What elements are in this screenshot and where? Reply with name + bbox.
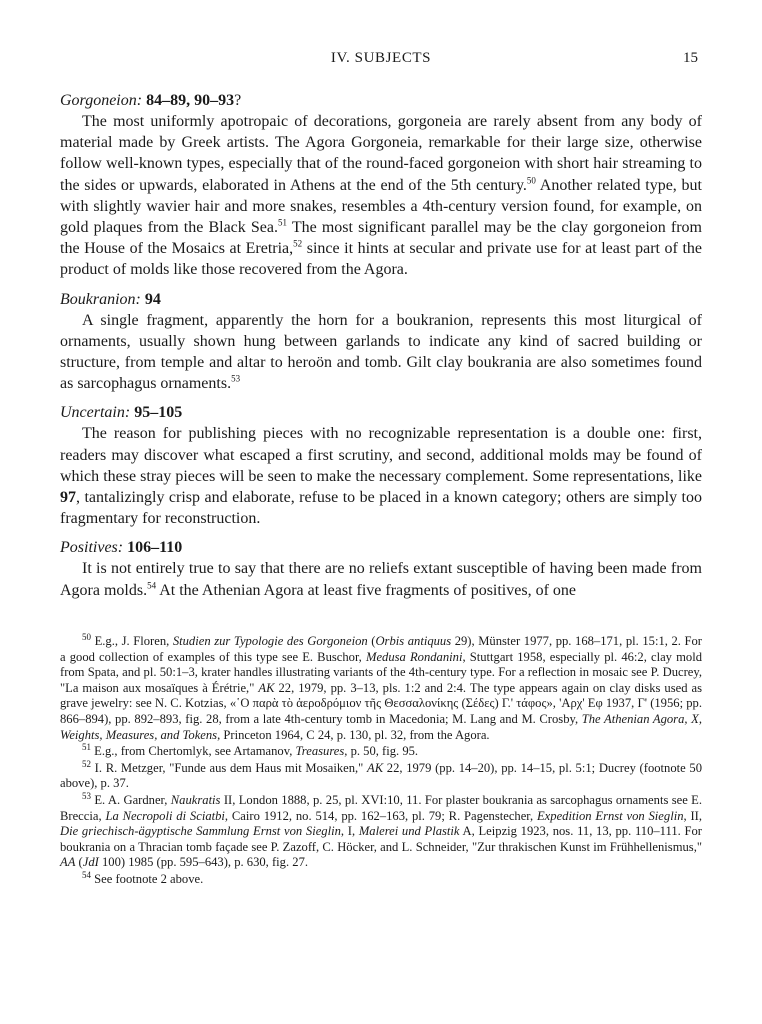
footnote-text: , I, <box>340 824 359 839</box>
footnote-title: AK <box>367 760 384 775</box>
footnote-text: 29), Münster 1977, pp. 168–171, pl. 15:1, 2. For a good collection of examples of this type see E. Buschor, <box>60 634 702 664</box>
section-heading-boukranion <box>60 289 702 310</box>
footnote-title: Die griechisch-ägyptische Sammlung Ernst von Sieglin <box>60 824 341 839</box>
footnote-ref[interactable]: 50 <box>526 175 536 186</box>
footnote-text: , Princeton 1964, C 24, p. 130, pl. 32, from the Agora. <box>217 727 490 742</box>
section-heading-gorgoneion <box>60 90 702 111</box>
footnote-text: II, London 1888, p. 25, pl. XVI:10, 11. For plaster boukrania as sarcophagus ornaments see E. Breccia, <box>60 792 703 823</box>
footnote-54 <box>60 869 702 888</box>
footnote-53 <box>60 790 703 871</box>
section-paragraph-boukranion <box>60 310 702 395</box>
section-paragraph-uncertain <box>60 423 702 529</box>
section-label: Boukranion: <box>60 290 141 308</box>
paragraph-text: , tantalizingly crisp and elaborate, refuse to be placed in a known category; others are simply too fragmentary for reconstruction. <box>60 489 702 528</box>
footnote-title: The Athenian Agora, X, Weights, Measures, and Tokens <box>60 711 702 742</box>
page-header <box>60 50 702 70</box>
footnote-52 <box>60 758 702 792</box>
running-head: IV. SUBJECTS <box>330 50 432 66</box>
footnote-text: ( <box>75 855 83 870</box>
footnote-title: AK <box>258 680 275 695</box>
paragraph-text: Another related type, but with slightly wavier hair and more snakes, resembles a 4th-century version found, for example, on gold plaques from the Black Sea. <box>60 176 702 237</box>
footnote-text: E.g., from Chertomlyk, see Artamanov, <box>91 744 296 759</box>
footnote-51 <box>60 741 702 760</box>
footnote-title: Orbis antiquus <box>375 634 452 648</box>
footnote-title: Naukratis <box>170 792 221 807</box>
footnote-ref[interactable]: 54 <box>147 580 157 591</box>
section-label: Positives: <box>60 539 124 557</box>
footnote-text: I. R. Metzger, "Funde aus dem Haus mit Mosaiken," <box>91 760 368 775</box>
footnote-text: E. A. Gardner, <box>91 792 171 807</box>
footnote-text: 22, 1979, pp. 3–13, pls. 1:2 and 2:4. The type appears again on clay disks used as grave jewelry: see N. C. Kotzias, «῾Ο παρὰ τὸ ἀεροδρόμιον τῆς Θεσσαλονίκης (Σέδες) Γ.' τάφος», 'Αρχ' Εφ 1937, Γ' (1956; pp. 866–894), pp. 892–893, fig. 28, from a late 4th-century tomb in Macedonia; M. Lang and M. Crosby, <box>60 680 702 726</box>
footnote-title: Treasures <box>295 744 345 759</box>
footnote-title: La Necropoli di Sciatbi <box>105 808 225 823</box>
paragraph-text: since it hints at secular and private use for at least part of the product of molds like those recovered from the Agora. <box>60 240 703 279</box>
footnote-title: AA <box>60 855 76 870</box>
catalogue-numbers: 94 <box>144 290 161 308</box>
paragraph-text: The reason for publishing pieces with no recognizable representation is a double one: first, readers may discover what escaped a first scrutiny, and second, additional molds may be found of which these stray pieces will be seen to make the necessary complement. Some representations, like <box>60 425 702 485</box>
footnote-number: 54 <box>82 869 91 880</box>
footnote-text: See footnote 2 above. <box>91 871 204 886</box>
footnote-text: 22, 1979 (pp. 14–20), pp. 14–15, pl. 5:1; Ducrey (footnote 50 above), p. 37. <box>60 760 702 791</box>
footnote-number: 51 <box>82 741 91 752</box>
heading-suffix: ? <box>234 92 242 109</box>
footnote-number: 52 <box>82 758 91 769</box>
section-paragraph-gorgoneion <box>60 111 702 281</box>
footnote-title: Medusa Rondanini <box>365 649 463 664</box>
footnote-50 <box>60 631 702 743</box>
footnote-text: 100) 1985 (pp. 595–643), p. 630, fig. 27. <box>98 855 309 870</box>
footnote-number: 50 <box>82 631 91 642</box>
paragraph-text: The most significant parallel may be the clay gorgoneion from the House of the Mosaics at Eretria, <box>60 219 702 258</box>
section-label: Uncertain: <box>60 404 131 422</box>
footnote-title: Malerei und Plastik <box>358 824 460 839</box>
paragraph-text: At the Athenian Agora at least five fragments of positives, of one <box>156 581 577 599</box>
section-label: Gorgoneion: <box>60 92 143 109</box>
page-number: 15 <box>683 50 698 66</box>
paragraph-text: A single fragment, apparently the horn for a boukranion, represents this most liturgical of ornaments, usually shown hung between garlands to indicate any kind of sacred building or structure, from temple and altar to heroön and tomb. Gilt clay boukrania are also sometimes found as sarcophagus ornaments. <box>60 311 702 393</box>
footnote-title: Expedition Ernst von Sieglin <box>536 808 684 823</box>
footnote-title: JdI <box>82 855 99 870</box>
footnote-text: , p. 50, fig. 95. <box>344 744 419 759</box>
catalogue-numbers: 95–105 <box>134 404 183 422</box>
footnote-title: Studien zur Typologie des Gorgoneion <box>172 634 368 648</box>
footnote-ref[interactable]: 51 <box>278 217 288 228</box>
paragraph-text: It is not entirely true to say that there are no reliefs extant susceptible of having been made from Agora molds. <box>60 560 702 599</box>
footnotes <box>60 631 703 889</box>
section-heading-positives <box>60 537 702 558</box>
footnote-text: , Cairo 1912, no. 514, pp. 162–163, pl. 79; R. Pagenstecher, <box>224 808 537 823</box>
catalogue-numbers: 106–110 <box>127 539 183 557</box>
footnote-text: A, Leipzig 1923, nos. 11, 13, pp. 110–111. For boukrania on a Thracian tomb façade see P. Zazoff, C. Höcker, and L. Schneider, "Zur thrakischen Kunst im Frühhellenismus," <box>60 824 702 854</box>
main-text <box>60 90 702 601</box>
section-paragraph-positives <box>60 558 702 600</box>
paragraph-text: The most uniformly apotropaic of decorations, gorgoneia are rarely absent from any body of material made by Greek artists. The Agora Gorgoneia, remarkable for their large size, otherwise follow well-known types, especially that of the round-faced gorgoneion with short hair streaming to the sides or upwards, elaborated in Athens at the end of the 5th century. <box>60 113 702 194</box>
footnote-number: 53 <box>82 790 91 801</box>
footnote-ref[interactable]: 52 <box>293 238 303 249</box>
section-heading-uncertain <box>60 402 702 423</box>
catalogue-numbers: 84–89, 90–93 <box>146 92 235 109</box>
footnote-text: , II, <box>683 808 703 823</box>
footnote-ref[interactable]: 53 <box>231 373 241 384</box>
footnote-text: , Stuttgart 1958, especially pl. 46:2, clay mold from Spata, and pl. 50:1–3, krater handles illustrating variants of the 4th-century type. For a reflection in mosaic see P. Ducrey, "La maison aux mosaïques à Érétrie," <box>60 649 702 695</box>
footnote-text: ( <box>367 634 376 648</box>
footnote-text: E.g., J. Floren, <box>91 634 173 648</box>
catalogue-number-inline: 97 <box>60 489 76 507</box>
